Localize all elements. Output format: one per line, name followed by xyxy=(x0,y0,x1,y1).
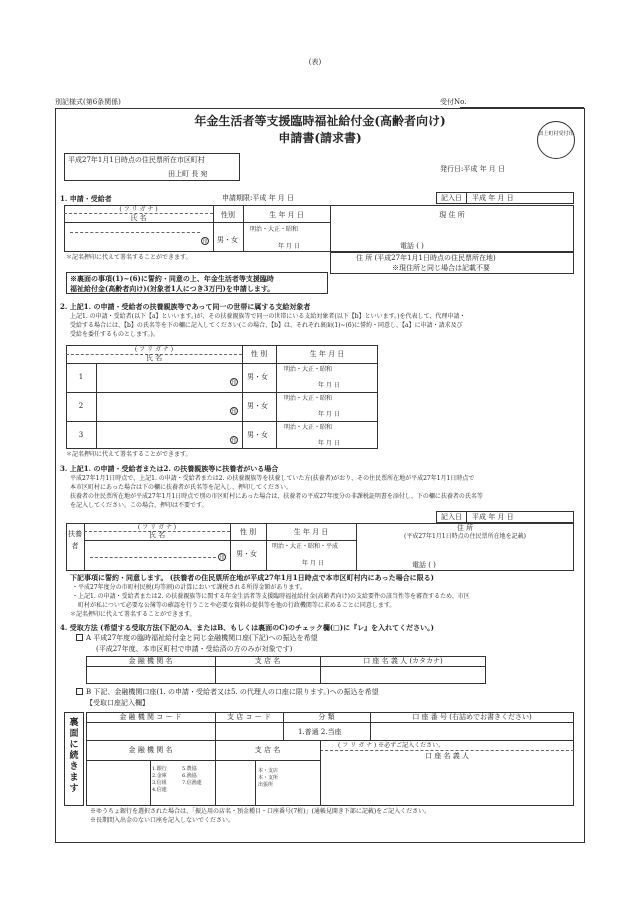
sec2-name-label: 氏 名 xyxy=(145,354,163,362)
sec3-birth-label: 生 年 月 日 xyxy=(293,528,329,536)
sec3-sex-label: 性 別 xyxy=(239,528,257,536)
sec2-heading: 2. 上記1. の申請・受給者の扶養親族等であって同一の世帯に属する支給対象者 xyxy=(60,302,311,311)
sec1-birth-label: 生 年 月 日 xyxy=(269,211,304,219)
bank-code-label: 金 融 機 関 コ ー ド xyxy=(119,713,182,721)
sec3-seal-note: ＊記名押印に代えて署名することができます。 xyxy=(70,611,196,618)
bank-type-option[interactable]: 1.銀行 xyxy=(152,766,167,772)
sec1-phone: 電話 ( ) xyxy=(400,242,424,250)
sec3-eras[interactable]: 明治・大正・昭和・平成 xyxy=(272,543,339,550)
continue-label: 裏面に続きます xyxy=(69,718,79,794)
sec1-entry-label: 記入日 xyxy=(441,194,462,202)
account-number-label: 口 座 番 号 (右詰めでお書きください) xyxy=(412,713,532,721)
dormant-note: ※長期間入出金のない口座を記入しないでください。 xyxy=(90,817,235,824)
receipt-number-label: 受付No. xyxy=(440,98,467,106)
sec3-entry-date: 平成 年 月 日 xyxy=(472,513,514,521)
sec2-row3-eras[interactable]: 明治・大正・昭和 xyxy=(284,424,333,431)
addressee-line2: 田上町 長 宛 xyxy=(168,170,208,178)
sec3-seal-mark: 印 xyxy=(219,555,225,561)
sec3-name-label: 氏 名 xyxy=(148,531,166,539)
sec3-birth-ymd: 年 月 日 xyxy=(302,560,324,567)
sec2-row1-ymd: 年 月 日 xyxy=(318,382,340,389)
account-kind-options[interactable]: 1.普通 2.当座 xyxy=(298,728,342,736)
form-number: 別記様式(第6条関係) xyxy=(55,98,121,106)
sec1-agree-line2: 福祉給付金(高齢者向け)(対象者1人につき3万円)を申請します。 xyxy=(70,284,275,293)
bank-type-option[interactable]: 3.信組 xyxy=(152,780,167,786)
issue-date: 発行日:平成 年 月 日 xyxy=(440,165,506,173)
sec2-row2-seal: 印 xyxy=(231,409,237,415)
sec2-row2-eras[interactable]: 明治・大正・昭和 xyxy=(284,395,333,402)
sec2-row3-seal: 印 xyxy=(231,438,237,444)
sec3-entry-label: 記入日 xyxy=(441,513,462,521)
sec3-phone: 電話 ( ) xyxy=(412,561,436,569)
sec2-row3-ymd: 年 月 日 xyxy=(318,440,340,447)
sec1-deadline: 申請期限:平成 年 月 日 xyxy=(222,194,295,202)
sec1-address-label: 現 住 所 xyxy=(439,211,465,219)
receipt-stamp: 田上町村受付印 xyxy=(537,121,575,159)
sec1-sex-options[interactable]: 男・女 xyxy=(217,236,238,244)
bank-type-option[interactable]: 4.信連 xyxy=(152,787,167,793)
sec3-side-label: 扶養者 xyxy=(68,530,82,550)
sec2-row3-sex[interactable]: 男・女 xyxy=(247,431,268,439)
bank-type-option[interactable]: 5.農協 xyxy=(182,766,197,772)
option-a-holder-header: 口 座 名 義 人 (カタカナ) xyxy=(363,657,443,665)
sec1-furigana-label: ( フ リ ガ ナ ) xyxy=(119,206,158,213)
sec3-para2: 本市区町村にあった場合は下の欄に扶養者が氏名等を記入し、押印してください。 xyxy=(70,484,292,491)
option-b-label: B 下記、金融機関口座(1. の申請・受給者又は5. の代理人の口座に限ります。)への振込を希望 xyxy=(86,688,379,696)
sec2-row1-eras[interactable]: 明治・大正・昭和 xyxy=(284,366,333,373)
option-a-note: (平成27年度、本市区町村で申請・受給済の方のみが対象です) xyxy=(96,645,293,653)
sec3-para3: 扶養者の住民票所在地が平成27年1月1日時点で別の市区町村にあった場合は、扶養者の平成27年度分の非課税証明書を添付し、下の欄に扶養者の氏名等 xyxy=(70,493,483,500)
page-side-label: (表) xyxy=(308,58,322,66)
bank-type-option[interactable]: 7.信漁連 xyxy=(182,780,202,786)
bank-name-label: 金 融 機 関 名 xyxy=(128,746,173,754)
sec2-row-number: 2 xyxy=(78,402,84,410)
sec1-jyusho-label: 住 所 (平成27年1月1日時点の住民票所在地) xyxy=(356,254,496,262)
holder-furigana-label: ( フ リ ガ ナ ) ※必ずご記入ください。 xyxy=(338,742,445,749)
sec3-bullet3: 町村が私について必要な公簿等の確認を行うことや必要な資料の提供等を他の行政機関等に求めることに同意します。 xyxy=(78,602,396,609)
bank-type-option[interactable]: 2.金庫 xyxy=(152,773,167,779)
sec2-row-number: 1 xyxy=(78,373,84,381)
option-a-checkbox[interactable] xyxy=(76,634,83,641)
addressee-line1: 平成27年1月1日時点の住民票所在市区町村 xyxy=(68,156,205,164)
option-a-label: A 平成27年度の臨時福祉給付金と同じ金融機関口座(下記)への振込を希望 xyxy=(86,634,318,642)
option-a-bank-header: 金 融 機 関 名 xyxy=(128,657,173,665)
form-subtitle: 申請書(請求書) xyxy=(278,131,362,145)
sec2-seal-note: ＊記名押印に代えて署名することができます。 xyxy=(66,451,192,458)
branch-code-label: 支 店 コ ー ド xyxy=(227,713,271,721)
sec1-name-label: 氏 名 xyxy=(130,214,147,222)
sec1-heading: 1. 申請・受給者 xyxy=(60,194,112,203)
sec1-entry-date: 平成 年 月 日 xyxy=(472,194,514,202)
branch-name-label: 支 店 名 xyxy=(254,746,281,754)
sec3-para4: を記入してください。この場合、押印は不要です。 xyxy=(70,502,208,509)
sec2-furigana-label: ( フ リ ガ ナ ) xyxy=(134,346,174,353)
sec3-address-sub: (平成27年1月1日時点の住民票所在地を記載) xyxy=(404,533,526,540)
sec2-row2-sex[interactable]: 男・女 xyxy=(247,402,268,410)
sec3-heading: 3. 上記1. の申請・受給者または2. の扶養親族等に扶養者がいる場合 xyxy=(60,464,279,473)
sec1-seal-note: ＊記名押印に代えて署名することができます。 xyxy=(66,254,192,261)
sec2-para1: 上記1. の申請・受給者(以下【a】といいます。)が、その扶養親族等で同一の世帯にいる支給対象者(以下【b】といいます。)を代表して、代理申請・ xyxy=(70,313,466,320)
branch-type-option[interactable]: 本・支所 xyxy=(258,775,279,781)
sec2-birth-label: 生 年 月 日 xyxy=(309,350,345,358)
sec2-para3: 受給を委任するものとします。)。 xyxy=(70,331,159,338)
holder-label: 口 座 名 義 人 xyxy=(425,752,469,760)
sec1-birth-ymd: 年 月 日 xyxy=(278,243,300,250)
sec3-sex-options[interactable]: 男・女 xyxy=(236,550,257,558)
sec1-seal-mark: 印 xyxy=(202,239,208,245)
sec1-same-note: ※現住所と同じ場合は記載不要 xyxy=(392,264,490,272)
sec3-bullet1: ・平成27年度分の市町村民税(均等割)の計算において課税される所得金額があります。 xyxy=(72,584,306,591)
sec1-sex-label: 性別 xyxy=(221,211,235,219)
sec2-row1-sex[interactable]: 男・女 xyxy=(247,373,268,381)
sec3-para1: 平成27年1月1日時点で、上記1. の申請・受給者または2. の扶養親族等を扶養していた方(扶養者)がおり、その住民票所在地が平成27年1月1日時点で xyxy=(70,475,475,482)
sec1-eras[interactable]: 明治・大正・昭和 xyxy=(250,226,299,233)
option-a-branch-header: 支 店 名 xyxy=(254,657,281,665)
branch-type-option[interactable]: 本・支店 xyxy=(258,768,279,774)
account-entry-title: 【受取口座記入欄】 xyxy=(86,699,149,707)
sec2-sex-label: 性 別 xyxy=(250,350,268,358)
sec3-address-label: 住 所 xyxy=(456,524,474,532)
sec3-agree: 下記事項に誓約・同意します。 (扶養者の住民票所在地が平成27年1月1日時点で本市区町村内にあった場合に限る) xyxy=(70,573,434,582)
sec2-para2: 受給する場合には、【b】の氏名等を下の欄に記入してください(この場合、【b】は、それぞれ裏面(1)~(6)に誓約・同意し、【a】に申請・請求及び xyxy=(70,322,463,329)
sec4-heading: 4. 受取方法 (希望する受取方法(下記のA、またはB、もしくは裏面のC)のチェック欄(□)に『レ』を入れてください。) xyxy=(60,623,434,632)
sec2-row1-seal: 印 xyxy=(231,380,237,386)
branch-type-option[interactable]: 出張所 xyxy=(258,782,274,788)
account-kind-label: 分 類 xyxy=(318,713,335,721)
sec3-furigana-label: ( フ リ ガ ナ ) xyxy=(137,524,177,531)
sec1-agree-line1: ※裏面の事項(1)~(6)に誓約・同意の上、年金生活者等支援臨時 xyxy=(70,274,274,283)
option-b-checkbox[interactable] xyxy=(76,688,83,695)
bank-type-option[interactable]: 6.漁協 xyxy=(182,773,197,779)
form-title: 年金生活者等支援臨時福祉給付金(高齢者向け) xyxy=(194,114,446,128)
sec2-row2-ymd: 年 月 日 xyxy=(318,411,340,418)
sec2-row-number: 3 xyxy=(78,431,84,439)
sec3-bullet2: ・上記1. の申請・受給者または2. の扶養親族等に関する年金生活者等支援臨時福祉給付金(高齢者向け)の支給要件の該当性等を審査するため、市区 xyxy=(72,593,470,600)
yucho-note: ※ゆうちょ銀行を選択された場合は、「振込用の店名・預金種目・口座番号(7桁)」(通帳見開き下部に記載)をご記入ください。 xyxy=(90,808,431,815)
